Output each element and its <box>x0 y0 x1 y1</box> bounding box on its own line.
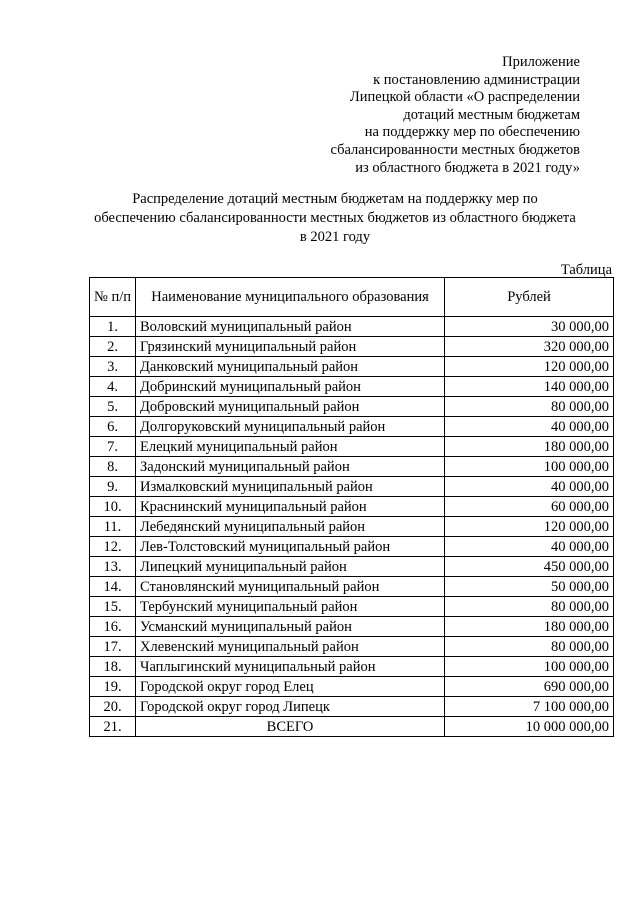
row-name: Долгоруковский муниципальный район <box>136 417 445 437</box>
row-amount: 80 000,00 <box>445 397 614 417</box>
row-name: Воловский муниципальный район <box>136 317 445 337</box>
row-amount: 180 000,00 <box>445 437 614 457</box>
row-num: 6. <box>90 417 136 437</box>
table-row <box>90 637 614 657</box>
total-num: 21. <box>90 717 136 737</box>
row-amount: 120 000,00 <box>445 357 614 377</box>
row-name: Лев-Толстовский муниципальный район <box>136 537 445 557</box>
row-num: 7. <box>90 437 136 457</box>
appendix-line: на поддержку мер по обеспечению <box>364 124 580 141</box>
row-amount: 7 100 000,00 <box>445 697 614 717</box>
row-amount: 120 000,00 <box>445 517 614 537</box>
row-amount: 50 000,00 <box>445 577 614 597</box>
row-amount: 690 000,00 <box>445 677 614 697</box>
row-amount: 100 000,00 <box>445 657 614 677</box>
row-amount: 40 000,00 <box>445 537 614 557</box>
row-name: Усманский муниципальный район <box>136 617 445 637</box>
appendix-line: сбалансированности местных бюджетов <box>330 141 580 158</box>
row-num: 1. <box>90 317 136 337</box>
appendix-line: Приложение <box>502 54 580 70</box>
row-num: 3. <box>90 357 136 377</box>
row-num: 11. <box>90 517 136 537</box>
table-row <box>90 597 614 617</box>
row-num: 15. <box>90 597 136 617</box>
row-num: 12. <box>90 537 136 557</box>
table-row <box>90 477 614 497</box>
row-num: 14. <box>90 577 136 597</box>
table-row <box>90 657 614 677</box>
total-label: ВСЕГО <box>136 717 445 737</box>
row-num: 10. <box>90 497 136 517</box>
row-name: Липецкий муниципальный район <box>136 557 445 577</box>
table-row <box>90 397 614 417</box>
row-num: 16. <box>90 617 136 637</box>
row-name: Лебедянский муниципальный район <box>136 517 445 537</box>
table-row <box>90 437 614 457</box>
row-num: 18. <box>90 657 136 677</box>
appendix-header <box>330 54 580 177</box>
row-name: Тербунский муниципальный район <box>136 597 445 617</box>
total-amount: 10 000 000,00 <box>445 717 614 737</box>
table-row <box>90 617 614 637</box>
row-amount: 100 000,00 <box>445 457 614 477</box>
table-row <box>90 357 614 377</box>
table-row <box>90 677 614 697</box>
table-row <box>90 697 614 717</box>
table-body <box>90 317 614 737</box>
header-num: № п/п <box>90 278 136 317</box>
appendix-line: дотаций местным бюджетам <box>403 106 580 123</box>
row-name: Добринский муниципальный район <box>136 377 445 397</box>
distribution-table <box>89 277 614 737</box>
row-num: 19. <box>90 677 136 697</box>
table-caption: Таблица <box>560 262 612 278</box>
row-amount: 40 000,00 <box>445 417 614 437</box>
appendix-line: Липецкой области «О распределении <box>349 89 580 106</box>
table-row <box>90 557 614 577</box>
row-num: 4. <box>90 377 136 397</box>
row-amount: 180 000,00 <box>445 617 614 637</box>
row-name: Данковский муниципальный район <box>136 357 445 377</box>
row-name: Становлянский муниципальный район <box>136 577 445 597</box>
table-row <box>90 457 614 477</box>
row-amount: 80 000,00 <box>445 637 614 657</box>
row-amount: 450 000,00 <box>445 557 614 577</box>
appendix-line: к постановлению администрации <box>373 71 580 88</box>
row-name: Краснинский муниципальный район <box>136 497 445 517</box>
table-row <box>90 497 614 517</box>
total-row <box>90 717 614 737</box>
row-name: Измалковский муниципальный район <box>136 477 445 497</box>
row-num: 9. <box>90 477 136 497</box>
row-name: Грязинский муниципальный район <box>136 337 445 357</box>
header-amount: Рублей <box>445 278 614 317</box>
appendix-line: из областного бюджета в 2021 году» <box>355 159 580 176</box>
row-name: Городской округ город Елец <box>136 677 445 697</box>
row-num: 5. <box>90 397 136 417</box>
table-row <box>90 537 614 557</box>
row-num: 8. <box>90 457 136 477</box>
row-amount: 60 000,00 <box>445 497 614 517</box>
table-row <box>90 377 614 397</box>
table-row <box>90 577 614 597</box>
row-num: 13. <box>90 557 136 577</box>
row-num: 2. <box>90 337 136 357</box>
header-name: Наименование муниципального образования <box>136 278 445 317</box>
table-row <box>90 317 614 337</box>
row-name: Задонский муниципальный район <box>136 457 445 477</box>
table-header-row <box>90 278 614 317</box>
row-name: Хлевенский муниципальный район <box>136 637 445 657</box>
row-amount: 40 000,00 <box>445 477 614 497</box>
row-name: Чаплыгинский муниципальный район <box>136 657 445 677</box>
table-row <box>90 517 614 537</box>
row-name: Городской округ город Липецк <box>136 697 445 717</box>
row-amount: 30 000,00 <box>445 317 614 337</box>
document-title: Распределение дотаций местным бюджетам на поддержку мер по обеспечению сбалансированности местных бюджетов из областного бюджета в 2021 году <box>94 191 576 245</box>
row-amount: 80 000,00 <box>445 597 614 617</box>
row-num: 17. <box>90 637 136 657</box>
row-amount: 140 000,00 <box>445 377 614 397</box>
row-num: 20. <box>90 697 136 717</box>
row-amount: 320 000,00 <box>445 337 614 357</box>
table-row <box>90 337 614 357</box>
row-name: Добровский муниципальный район <box>136 397 445 417</box>
table-row <box>90 417 614 437</box>
row-name: Елецкий муниципальный район <box>136 437 445 457</box>
